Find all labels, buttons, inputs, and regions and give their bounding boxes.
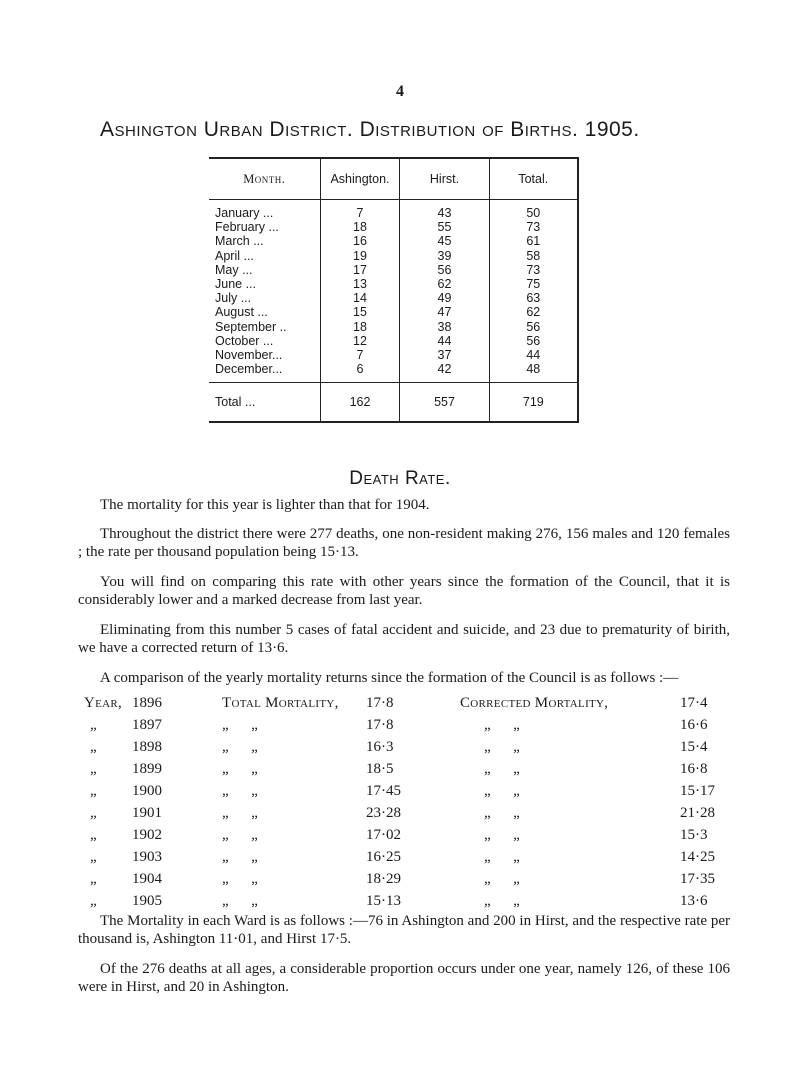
page-title: Ashington Urban District. Distribution of Births. 1905. <box>100 118 640 141</box>
births-table <box>209 157 579 423</box>
ditto-mark: „ <box>90 849 97 865</box>
corrected-mortality-value: 14·25 <box>680 849 715 865</box>
cell-month: July ... <box>209 291 320 305</box>
mortality-row <box>84 736 724 758</box>
cell-month: November... <box>209 348 320 362</box>
total-mortality-value: 17·02 <box>366 827 401 843</box>
ditto-mark: „ „ <box>222 783 258 799</box>
table-row <box>209 334 578 348</box>
year: 1905 <box>132 893 162 909</box>
table-row <box>209 305 578 319</box>
mortality-row <box>84 890 724 912</box>
year: 1899 <box>132 761 162 777</box>
cell-hirst: 44 <box>400 334 489 348</box>
total-mortality-value: 23·28 <box>366 805 401 821</box>
year: 1902 <box>132 827 162 843</box>
corrected-mortality-value: 17·4 <box>680 695 708 711</box>
corrected-mortality-label: Corrected Mortality, <box>460 695 609 711</box>
cell-total: 61 <box>526 234 541 249</box>
cell-total: 75 <box>526 277 541 292</box>
cell-hirst: 45 <box>400 234 489 248</box>
cell-hirst: 39 <box>400 249 489 263</box>
header-hirst: Hirst. <box>400 158 489 200</box>
corrected-mortality-value: 15·3 <box>680 827 708 843</box>
cell-ashington: 18 <box>320 320 400 334</box>
cell-hirst: 55 <box>400 220 489 234</box>
mortality-row <box>84 714 724 736</box>
ditto-mark: „ <box>90 871 97 887</box>
cell-total: 62 <box>526 305 541 320</box>
ditto-mark: „ „ <box>484 871 520 887</box>
mortality-row <box>84 802 724 824</box>
total-mortality-value: 17·45 <box>366 783 401 799</box>
corrected-mortality-value: 15·4 <box>680 739 708 755</box>
total-mortality-value: 16·3 <box>366 739 394 755</box>
cell-total: 48 <box>526 362 541 377</box>
ditto-mark: „ <box>90 783 97 799</box>
ditto-mark: „ „ <box>222 717 258 733</box>
cell-month: January ... <box>209 200 320 221</box>
total-mortality-value: 17·8 <box>366 695 394 711</box>
corrected-mortality-value: 17·35 <box>680 871 715 887</box>
cell-hirst: 62 <box>400 277 489 291</box>
year: 1898 <box>132 739 162 755</box>
table-row <box>209 234 578 248</box>
cell-month: April ... <box>209 249 320 263</box>
paragraph: The Mortality in each Ward is as follows :—76 in Ashington and 200 in Hirst, and the respective rate per thousand is, Ashington 11·01, and Hirst 17·5. <box>78 913 730 947</box>
cell-ashington: 7 <box>320 200 400 221</box>
ditto-mark: „ „ <box>484 805 520 821</box>
ditto-mark: „ „ <box>222 827 258 843</box>
total-all: 719 <box>489 383 578 423</box>
mortality-row <box>84 780 724 802</box>
ditto-mark: „ „ <box>222 871 258 887</box>
table-row <box>209 200 578 221</box>
corrected-mortality-value: 15·17 <box>680 783 715 799</box>
cell-ashington: 18 <box>320 220 400 234</box>
corrected-mortality-value: 16·6 <box>680 717 708 733</box>
ditto-mark: „ <box>90 739 97 755</box>
cell-ashington: 6 <box>320 362 400 383</box>
paragraph: Throughout the district there were 277 deaths, one non-resident making 276, 156 males and 120 females ; the rate per thousand population being 15·13. <box>78 526 730 560</box>
cell-month: February ... <box>209 220 320 234</box>
table-row <box>209 277 578 291</box>
total-mortality-label: Total Mortality, <box>222 695 339 711</box>
ditto-mark: „ „ <box>222 761 258 777</box>
header-month: Month. <box>209 158 320 200</box>
ditto-mark: „ <box>90 761 97 777</box>
total-hirst: 557 <box>400 383 489 423</box>
year: 1897 <box>132 717 162 733</box>
year-label: Year, <box>84 695 123 711</box>
total-mortality-value: 18·5 <box>366 761 394 777</box>
ditto-mark: „ „ <box>484 761 520 777</box>
table-total-row <box>209 383 578 423</box>
year: 1903 <box>132 849 162 865</box>
cell-total: 58 <box>526 248 541 263</box>
ditto-mark: „ <box>90 805 97 821</box>
ditto-mark: „ „ <box>222 739 258 755</box>
cell-hirst: 38 <box>400 320 489 334</box>
cell-month: August ... <box>209 305 320 319</box>
paragraph: Eliminating from this number 5 cases of fatal accident and suicide, and 23 due to prematurity of birith, we have a corrected return of 13·6. <box>78 622 730 656</box>
ditto-mark: „ „ <box>484 739 520 755</box>
ditto-mark: „ „ <box>222 849 258 865</box>
cell-ashington: 7 <box>320 348 400 362</box>
paragraph: A comparison of the yearly mortality returns since the formation of the Council is as follows :— <box>100 670 679 686</box>
cell-month: March ... <box>209 234 320 248</box>
cell-hirst: 49 <box>400 291 489 305</box>
cell-total: 63 <box>526 291 541 306</box>
mortality-row <box>84 758 724 780</box>
table-row <box>209 291 578 305</box>
cell-hirst: 42 <box>400 362 489 383</box>
year: 1900 <box>132 783 162 799</box>
mortality-row <box>84 846 724 868</box>
cell-hirst: 37 <box>400 348 489 362</box>
cell-total: 56 <box>526 333 541 348</box>
cell-total: 50 <box>526 206 541 220</box>
table-row <box>209 220 578 234</box>
ditto-mark: „ „ <box>484 893 520 909</box>
table-row <box>209 362 578 383</box>
page-number: 4 <box>396 83 404 100</box>
total-mortality-value: 16·25 <box>366 849 401 865</box>
cell-hirst: 47 <box>400 305 489 319</box>
cell-ashington: 13 <box>320 277 400 291</box>
cell-total: 73 <box>526 220 541 235</box>
header-ashington: Ashington. <box>320 158 400 200</box>
ditto-mark: „ „ <box>222 893 258 909</box>
corrected-mortality-value: 13·6 <box>680 893 708 909</box>
mortality-row <box>84 824 724 846</box>
total-mortality-value: 17·8 <box>366 717 394 733</box>
total-ashington: 162 <box>320 383 400 423</box>
cell-total: 73 <box>526 262 541 277</box>
cell-ashington: 19 <box>320 249 400 263</box>
year: 1904 <box>132 871 162 887</box>
cell-month: September .. <box>209 320 320 334</box>
cell-hirst: 56 <box>400 263 489 277</box>
paragraph: You will find on comparing this rate with other years since the formation of the Council, that it is considerably lower and a marked decrease from last year. <box>78 574 730 608</box>
total-mortality-value: 18·29 <box>366 871 401 887</box>
cell-hirst: 43 <box>400 200 489 221</box>
ditto-mark: „ „ <box>484 783 520 799</box>
ditto-mark: „ „ <box>484 827 520 843</box>
table-row <box>209 348 578 362</box>
ditto-mark: „ „ <box>222 805 258 821</box>
death-rate-heading: Death Rate. <box>349 468 451 489</box>
corrected-mortality-value: 21·28 <box>680 805 715 821</box>
year: 1901 <box>132 805 162 821</box>
cell-ashington: 17 <box>320 263 400 277</box>
cell-ashington: 15 <box>320 305 400 319</box>
header-total: Total. <box>489 158 578 200</box>
total-mortality-value: 15·13 <box>366 893 401 909</box>
cell-ashington: 12 <box>320 334 400 348</box>
cell-ashington: 14 <box>320 291 400 305</box>
paragraph: Of the 276 deaths at all ages, a considerable proportion occurs under one year, namely 126, of these 106 were in Hirst, and 20 in Ashington. <box>78 961 730 995</box>
cell-month: June ... <box>209 277 320 291</box>
year: 1896 <box>132 695 162 711</box>
cell-month: May ... <box>209 263 320 277</box>
cell-month: December... <box>209 362 320 383</box>
total-label: Total ... <box>209 383 320 423</box>
ditto-mark: „ <box>90 717 97 733</box>
cell-total: 44 <box>526 348 541 363</box>
ditto-mark: „ <box>90 827 97 843</box>
cell-total: 56 <box>526 319 541 334</box>
corrected-mortality-value: 16·8 <box>680 761 708 777</box>
table-row <box>209 249 578 263</box>
cell-month: October ... <box>209 334 320 348</box>
cell-ashington: 16 <box>320 234 400 248</box>
births-table-header <box>209 158 578 200</box>
table-row <box>209 320 578 334</box>
mortality-row <box>84 692 724 714</box>
ditto-mark: „ „ <box>484 717 520 733</box>
table-row <box>209 263 578 277</box>
ditto-mark: „ <box>90 893 97 909</box>
ditto-mark: „ „ <box>484 849 520 865</box>
mortality-row <box>84 868 724 890</box>
paragraph: The mortality for this year is lighter than that for 1904. <box>100 497 430 513</box>
